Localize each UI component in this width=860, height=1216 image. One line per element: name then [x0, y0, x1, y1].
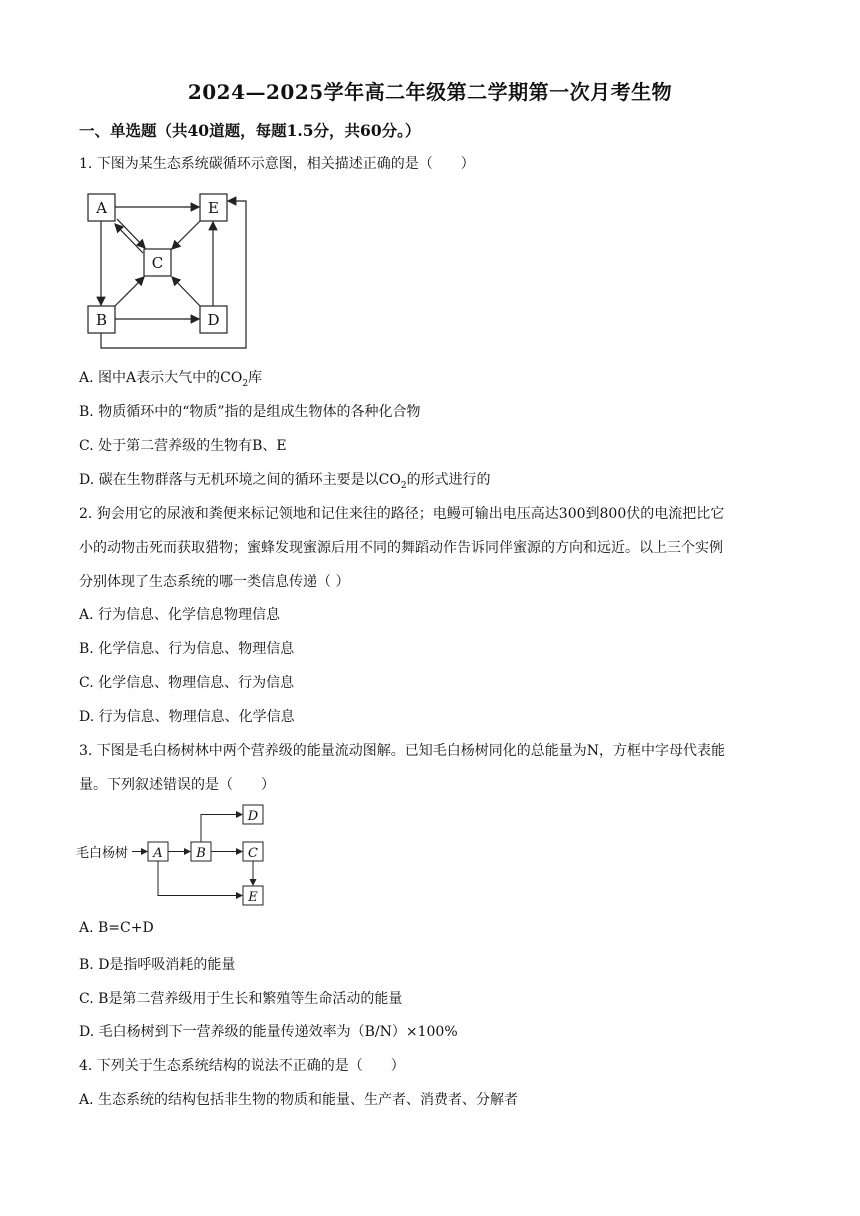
q3-option-d: D. 毛白杨树到下一营养级的能量传递效率为（B/N）×100% [79, 1024, 458, 1040]
arrow-b-d [201, 815, 242, 843]
section-heading: 一、单选题（共40道题，每题1.5分，共60分。） [79, 121, 421, 140]
node-b-label: B [95, 311, 108, 329]
energy-flow-diagram [76, 800, 276, 910]
arrow-d-c [172, 277, 200, 306]
node-c-label: C [151, 254, 164, 272]
q2-option-d: D. 行为信息、物理信息、化学信息 [79, 709, 295, 725]
q1-stem: 1. 下图为某生态系统碳循环示意图，相关描述正确的是（ ） [79, 156, 475, 172]
q1-option-c: C. 处于第二营养级的生物有B、E [79, 438, 287, 454]
q3-stem-line-1: 3. 下图是毛白杨树林中两个营养级的能量流动图解。已知毛白杨树同化的总能量为N，方框中字母代表能 [79, 743, 726, 759]
box-d-label: D [247, 809, 259, 824]
box-a-label: A [153, 846, 163, 861]
q2-stem-line-1: 2. 狗会用它的尿液和粪便来标记领地和记住来往的路径；电鳗可输出电压高达300到800伏的电流把比它 [79, 506, 725, 522]
q2-stem-line-3: 分别体现了生态系统的哪一类信息传递（ ） [79, 574, 350, 590]
q2-option-c: C. 化学信息、物理信息、行为信息 [79, 675, 295, 691]
arrow-c-a [115, 224, 143, 253]
q3-option-a: A. B=C+D [79, 920, 154, 936]
q3-option-c: C. B是第二营养级用于生长和繁殖等生命活动的能量 [79, 991, 403, 1007]
q3-stem-line-2: 量。下列叙述错误的是（ ） [79, 777, 275, 793]
arrow-b-c [115, 277, 144, 306]
source-label: 毛白杨树 [76, 846, 129, 861]
arrow-e-c [172, 221, 200, 249]
q1-option-b: B. 物质循环中的“物质”指的是组成生物体的各种化合物 [79, 404, 421, 420]
q1-option-d: D. 碳在生物群落与无机环境之间的循环主要是以$CO_2$的形式进行的 [79, 472, 491, 491]
q3-option-b: B. D是指呼吸消耗的能量 [79, 957, 236, 973]
node-d-label: D [207, 311, 220, 329]
q1-option-a: A. 图中A表示大气中的$CO_2$库 [79, 370, 263, 389]
q4-stem: 4. 下列关于生态系统结构的说法不正确的是（ ） [79, 1058, 405, 1074]
carbon-cycle-diagram [80, 188, 255, 353]
q2-stem-line-2: 小的动物击死而获取猎物；蜜蜂发现蜜源后用不同的舞蹈动作告诉同伴蜜源的方向和远近。以上三个实例 [79, 540, 723, 556]
node-e-label: E [208, 199, 219, 217]
node-a-label: A [96, 199, 107, 217]
box-b-label: B [196, 846, 206, 861]
q2-option-a: A. 行为信息、化学信息物理信息 [79, 607, 281, 623]
box-c-label: C [248, 846, 258, 861]
q4-option-a: A. 生态系统的结构包括非生物的物质和能量、生产者、消费者、分解者 [79, 1092, 519, 1108]
q2-option-b: B. 化学信息、行为信息、物理信息 [79, 641, 295, 657]
box-e-label: E [248, 890, 258, 905]
page-title: 2024—2025学年高二年级第二学期第一次月考生物 [187, 80, 673, 104]
arrow-a-e [158, 861, 242, 896]
arrow-a-c [117, 219, 145, 248]
